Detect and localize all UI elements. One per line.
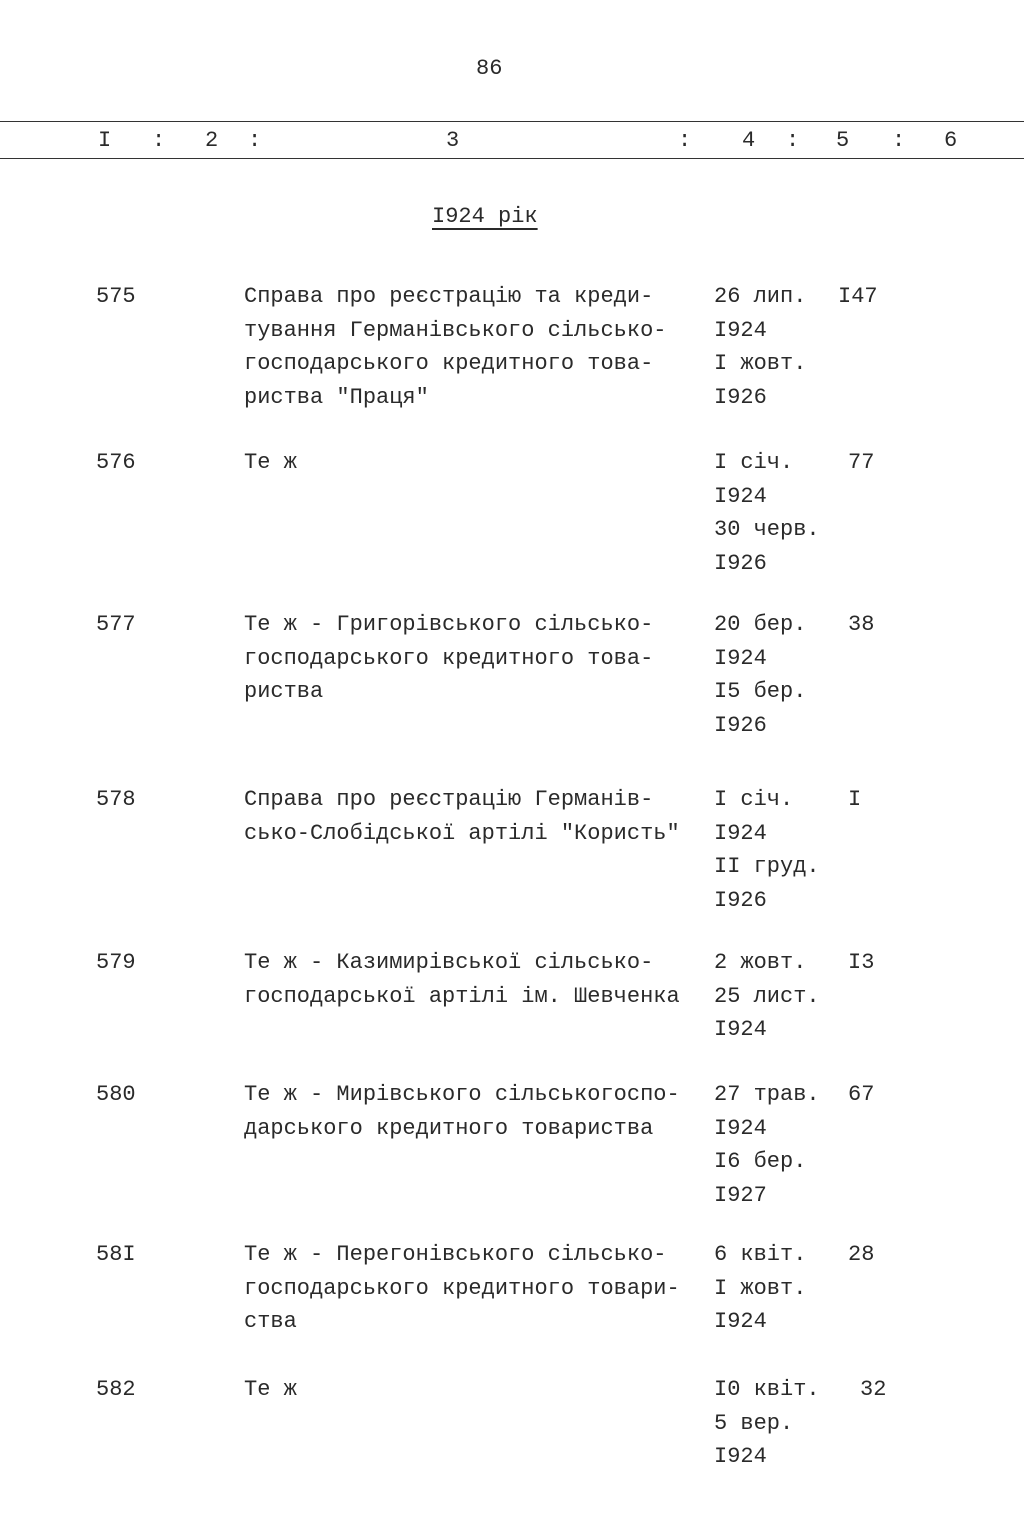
entry-description-line: Те ж - Казимирівської сільсько- xyxy=(244,950,654,975)
entry-description-line: Справа про реєстрацію Германів- xyxy=(244,787,654,812)
column-separator: : xyxy=(248,128,262,153)
entry-number xyxy=(96,783,136,817)
entry-dates-line: I січ. xyxy=(714,450,794,475)
entry-description-line: Справа про реєстрацію та креди- xyxy=(244,284,654,309)
entry-dates xyxy=(714,280,806,414)
entry-number-line: 58I xyxy=(96,1242,136,1267)
column-header-1: I xyxy=(98,128,112,153)
entry-sheet-count-line: 77 xyxy=(848,450,875,475)
entry-number xyxy=(96,280,136,314)
entry-dates-line: I6 бер. xyxy=(714,1149,807,1174)
column-header-6: 6 xyxy=(944,128,958,153)
entry-description-line: господарського кредитного това- xyxy=(244,645,654,671)
entry-description xyxy=(244,1078,680,1145)
entry-dates-line: 30 черв. xyxy=(714,517,820,542)
entry-dates-line: 25 лист. xyxy=(714,983,820,1009)
entry-number-line: 580 xyxy=(96,1082,136,1107)
entry-number-line: 577 xyxy=(96,612,136,637)
entry-dates-line: I924 xyxy=(714,1017,767,1042)
entry-sheet-count-line: 32 xyxy=(860,1377,887,1402)
entry-sheet-count xyxy=(848,783,861,817)
entry-description-line: тування Германівського сільсько- xyxy=(244,317,667,343)
entry-dates-line: I жовт. xyxy=(714,351,807,376)
entry-description-line: господарської артілі ім. Шевченка xyxy=(244,983,680,1009)
entry-number-line: 575 xyxy=(96,284,136,309)
entry-dates xyxy=(714,1078,820,1212)
entry-number xyxy=(96,446,136,480)
entry-description-line: господарського кредитного това- xyxy=(244,351,654,376)
entry-dates-line: I924 xyxy=(714,645,767,671)
entry-description-line: Те ж - Мирівського сільськогоспо- xyxy=(244,1082,680,1107)
column-header-5: 5 xyxy=(836,128,850,153)
page-number: 86 xyxy=(476,56,503,81)
entry-number xyxy=(96,1373,136,1407)
entry-description-line: сько-Слобідської артілі "Користь" xyxy=(244,820,680,846)
entry-dates-line: I жовт. xyxy=(714,1275,807,1301)
entry-dates-line: I924 xyxy=(714,483,767,509)
entry-dates-line: I924 xyxy=(714,820,767,846)
entry-dates xyxy=(714,608,806,742)
entry-description xyxy=(244,1238,680,1339)
column-separator: : xyxy=(786,128,800,153)
entry-dates-line: 5 вер. xyxy=(714,1410,794,1436)
entry-dates-line: I січ. xyxy=(714,787,794,812)
column-separator: : xyxy=(678,128,692,153)
entry-description xyxy=(244,783,680,850)
entry-dates xyxy=(714,1238,806,1339)
entry-sheet-count xyxy=(848,608,874,642)
entry-number-line: 576 xyxy=(96,450,136,475)
entry-number-line: 582 xyxy=(96,1377,136,1402)
entry-sheet-count-line: I47 xyxy=(838,284,878,309)
entry-dates-line: I926 xyxy=(714,887,767,913)
column-separator: : xyxy=(152,128,166,153)
entry-dates xyxy=(714,446,820,580)
entry-dates-line: 27 трав. xyxy=(714,1082,820,1107)
entry-sheet-count-line: 28 xyxy=(848,1242,875,1267)
column-header-3: 3 xyxy=(446,128,460,153)
header-top-rule xyxy=(0,121,1024,122)
entry-number xyxy=(96,608,136,642)
entry-dates-line: II груд. xyxy=(714,854,820,879)
entry-dates-line: I927 xyxy=(714,1182,767,1208)
entry-number-line: 579 xyxy=(96,950,136,975)
entry-sheet-count xyxy=(848,446,874,480)
entry-description-line: Те ж - Перегонівського сільсько- xyxy=(244,1242,667,1267)
entry-description xyxy=(244,608,653,709)
section-title: I924 рік xyxy=(432,204,538,229)
entry-sheet-count-line: 38 xyxy=(848,612,875,637)
entry-dates-line: I924 xyxy=(714,1444,767,1469)
entry-dates-line: 20 бер. xyxy=(714,612,807,637)
entry-sheet-count-line: 67 xyxy=(848,1082,875,1107)
header-bottom-rule xyxy=(0,158,1024,159)
entry-dates-line: 26 лип. xyxy=(714,284,807,309)
entry-description-line: господарського кредитного товари- xyxy=(244,1275,680,1301)
entry-dates-line: I0 квіт. xyxy=(714,1377,820,1402)
entry-number-line: 578 xyxy=(96,787,136,812)
entry-dates xyxy=(714,946,820,1047)
entry-sheet-count-line: I3 xyxy=(848,950,875,975)
entry-dates-line: 6 квіт. xyxy=(714,1242,807,1267)
entry-dates-line: 2 жовт. xyxy=(714,950,807,975)
entry-number xyxy=(96,946,136,980)
entry-description xyxy=(244,1373,297,1407)
entry-dates-line: I926 xyxy=(714,550,767,576)
entry-description-line: риства xyxy=(244,679,324,704)
entry-sheet-count-line: I xyxy=(848,787,862,812)
entry-sheet-count xyxy=(848,946,874,980)
entry-dates-line: I924 xyxy=(714,1115,767,1141)
column-header-4: 4 xyxy=(742,128,756,153)
entry-number xyxy=(96,1238,136,1272)
entry-description-line: риства "Праця" xyxy=(244,384,429,410)
entry-dates-line: I5 бер. xyxy=(714,679,807,704)
entry-sheet-count xyxy=(838,280,878,314)
entry-dates-line: I924 xyxy=(714,1309,767,1334)
entry-sheet-count xyxy=(860,1373,886,1407)
entry-description-line: дарського кредитного товариства xyxy=(244,1115,654,1141)
entry-description-line: ства xyxy=(244,1309,297,1334)
column-header-2: 2 xyxy=(205,128,219,153)
entry-number xyxy=(96,1078,136,1112)
entry-description-line: Те ж xyxy=(244,450,297,475)
entry-sheet-count xyxy=(848,1078,874,1112)
entry-dates xyxy=(714,1373,820,1474)
entry-description xyxy=(244,946,680,1013)
entry-sheet-count xyxy=(848,1238,874,1272)
entry-description-line: Те ж xyxy=(244,1377,297,1402)
entry-description xyxy=(244,446,297,480)
entry-dates-line: I924 xyxy=(714,317,767,343)
entry-description xyxy=(244,280,666,414)
entry-dates-line: I926 xyxy=(714,712,767,738)
column-separator: : xyxy=(892,128,906,153)
entry-dates-line: I926 xyxy=(714,384,767,410)
entry-dates xyxy=(714,783,820,917)
entry-description-line: Те ж - Григорівського сільсько- xyxy=(244,612,654,637)
